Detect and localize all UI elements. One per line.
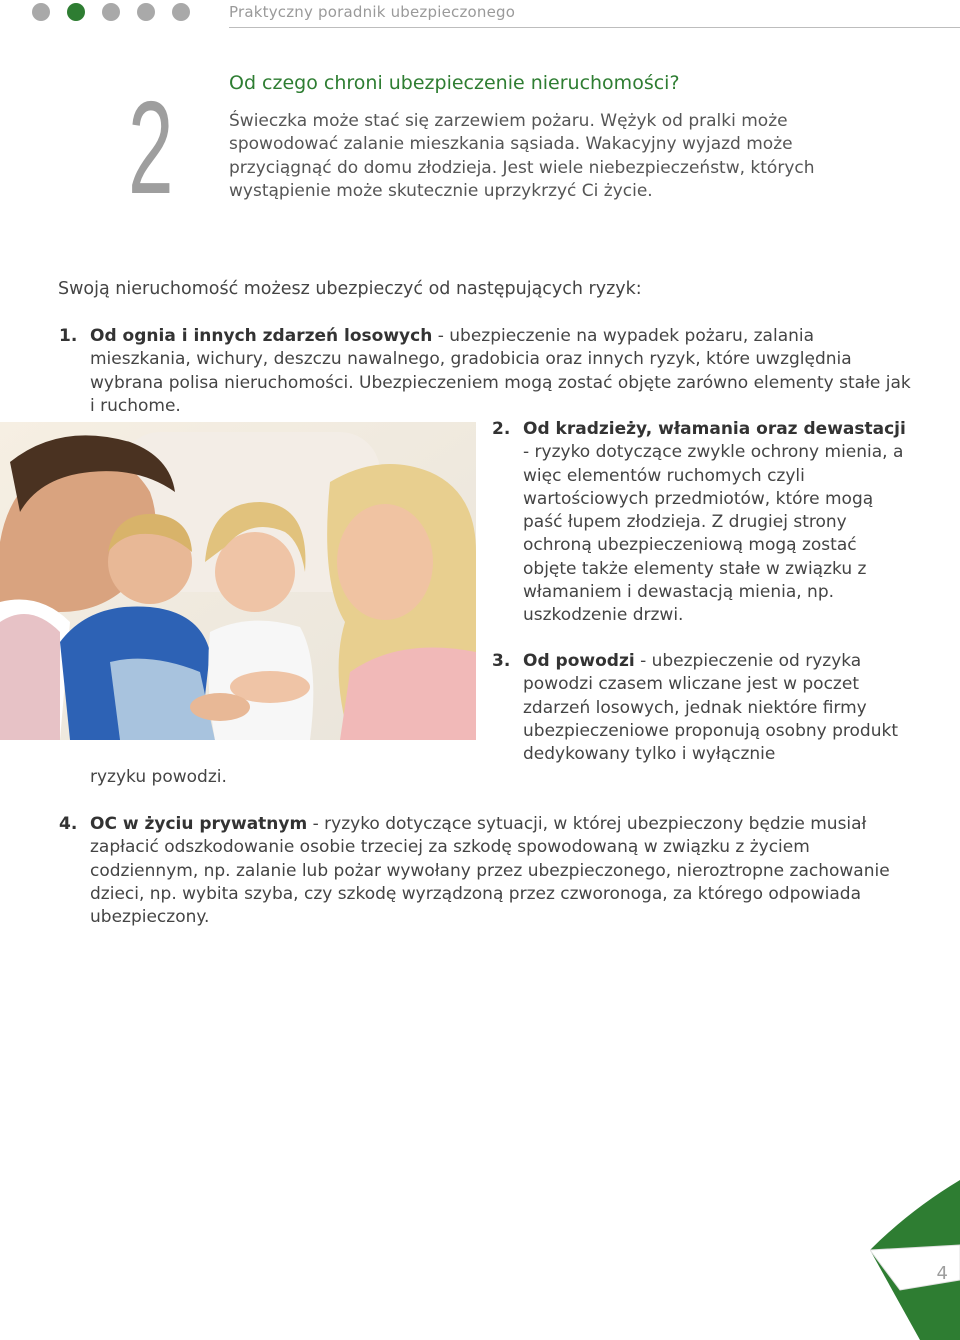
running-header: Praktyczny poradnik ubezpieczonego (229, 3, 516, 21)
header-divider (229, 27, 960, 28)
list-item (59, 325, 919, 418)
list-item (492, 418, 912, 628)
list-item-number: 3. (492, 651, 511, 671)
list-item-text: - ubezpieczenie od ryzyka powodzi czasem wliczane jest w poczet zdarzeń losowych, jednak niektóre firmy ubezpieczeniowe proponują osobny produkt dedykowany tylko i wyłącznie (523, 651, 898, 765)
intro-paragraph: Świeczka może stać się zarzewiem pożaru. Wężyk od pralki może spowodować zalanie mieszkania sąsiada. Wakacyjny wyjazd może przyciągnąć do domu złodzieja. Jest wiele niebezpieczeństw, których wystąpienie może skutecznie uprzykrzyć Ci życie. (229, 111, 815, 201)
list-item-heading: Od powodzi (523, 651, 635, 671)
list-item-heading: OC w życiu prywatnym (90, 814, 308, 834)
list-item-number: 1. (59, 326, 78, 346)
list-item-heading: Od ognia i innych zdarzeń losowych (90, 326, 433, 346)
list-item-number: 2. (492, 419, 511, 439)
progress-dot-1[interactable] (32, 3, 50, 21)
risk-list-lead: Swoją nieruchomość możesz ubezpieczyć od następujących ryzyk: (58, 279, 642, 299)
list-item (59, 813, 919, 929)
list-item-heading: Od kradzieży, włamania oraz dewastacji (523, 419, 906, 439)
chapter-number: 2 (128, 74, 174, 221)
list-item-continuation: ryzyku powodzi. (90, 767, 227, 787)
page-number: 4 (936, 1263, 948, 1284)
progress-dot-3[interactable] (102, 3, 120, 21)
list-item-text: - ubezpieczenie na wypadek pożaru, zalania mieszkania, wichury, deszczu nawalnego, gradobicia oraz innych ryzyk, które uwzględnia wybrana polisa nieruchomości. Ubezpieczeniem mogą zostać objęte zarówno elementy stałe jak i ruchome. (90, 326, 911, 416)
list-item (492, 650, 912, 766)
progress-dot-2-active[interactable] (67, 3, 85, 21)
family-photo-illustration (0, 422, 476, 740)
list-item-number: 4. (59, 814, 78, 834)
progress-dot-4[interactable] (137, 3, 155, 21)
progress-dots (32, 3, 190, 21)
page-corner-decoration (870, 1180, 960, 1340)
list-item-text: - ryzyko dotyczące sytuacji, w której ubezpieczony będzie musiał zapłacić odszkodowanie osobie trzeciej za szkodę spowodowaną w związku z życiem codziennym, np. zalanie lub pożar wywołany przez ubezpieczonego, nieroztropne zachowanie dzieci, np. wybita szyba, czy szkodę wyrządzoną przez czworonoga, za którego odpowiada ubezpieczony. (90, 814, 890, 928)
progress-dot-5[interactable] (172, 3, 190, 21)
list-item-text: - ryzyko dotyczące zwykle ochrony mienia, a więc elementów ruchomych czyli wartościowych przedmiotów, które mogą paść łupem złodzieja. Z drugiej strony ochroną ubezpieczeniową mogą zostać objęte także elementy stałe w związku z włamaniem i dewastacją mienia, np. uszkodzenie drzwi. (523, 442, 904, 626)
section-title: Od czego chroni ubezpieczenie nieruchomości? (229, 72, 680, 94)
family-photo (0, 422, 476, 740)
